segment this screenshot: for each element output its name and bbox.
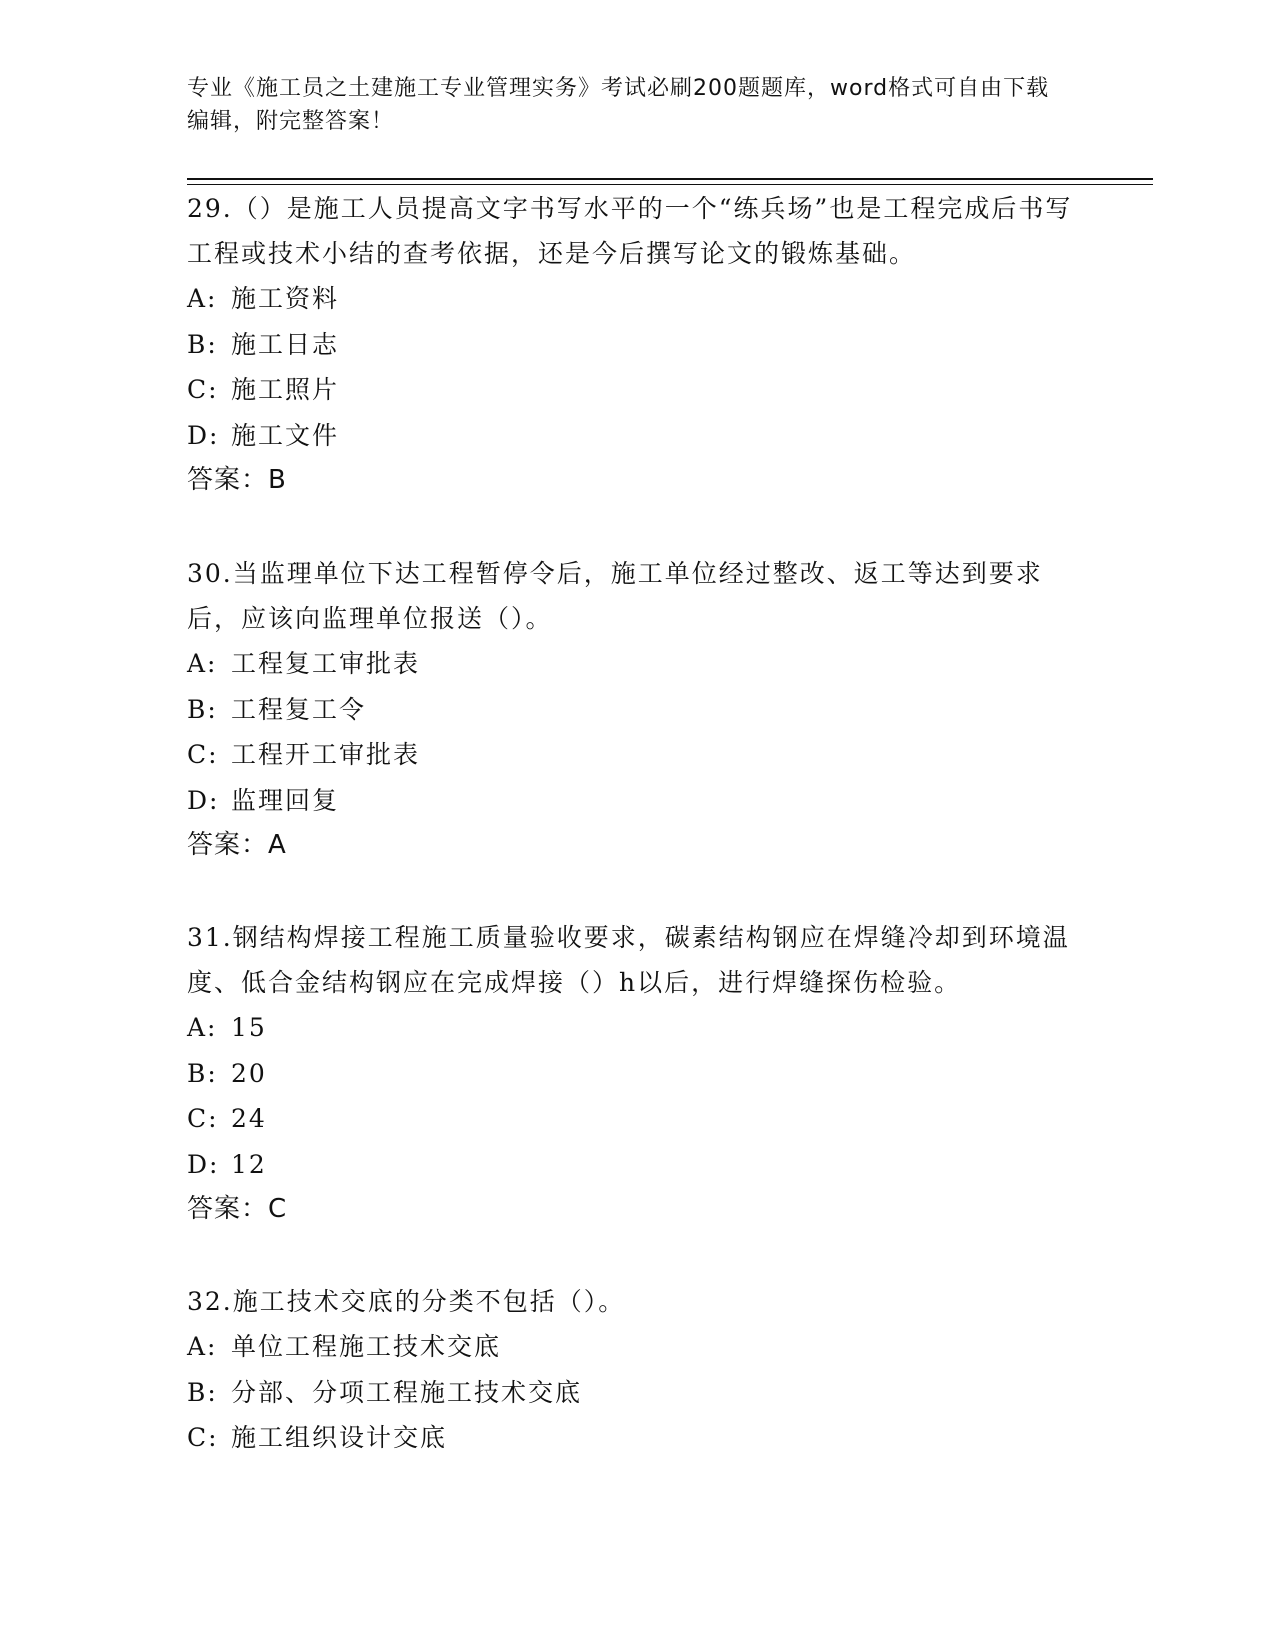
option-letter: D: — [187, 785, 220, 815]
option-text: 15 — [231, 1013, 267, 1042]
question-stem: 30.当监理单位下达工程暂停令后，施工单位经过整改、返工等达到要求后，应该向监理单位报送（）。 — [187, 559, 1043, 633]
option-letter: B: — [187, 329, 218, 359]
header-divider-thick — [187, 178, 1153, 180]
header-divider-thin — [187, 184, 1153, 185]
option-b — [187, 322, 1087, 368]
option-letter: C: — [187, 1423, 219, 1452]
option-text: 24 — [231, 1104, 267, 1133]
option-letter: C: — [187, 375, 219, 404]
question-32 — [187, 1279, 1087, 1461]
document-header: 专业《施工员之土建施工专业管理实务》考试必刷200题题库，word格式可自由下载编辑，附完整答案！ — [187, 76, 1050, 134]
option-text: 施工文件 — [231, 420, 340, 450]
answer-line: 答案：B — [187, 465, 287, 495]
option-letter: B: — [187, 694, 218, 724]
option-text: 工程复工审批表 — [231, 649, 421, 678]
option-letter: B: — [187, 1058, 218, 1088]
option-letter: A: — [187, 1013, 218, 1042]
option-text: 施工照片 — [231, 375, 340, 404]
question-stem: 31.钢结构焊接工程施工质量验收要求，碳素结构钢应在焊缝冷却到环境温度、低合金结构钢应在完成焊接（）h以后，进行焊缝探伤检验。 — [187, 923, 1070, 997]
option-a — [187, 1005, 1087, 1051]
option-text: 分部、分项工程施工技术交底 — [231, 1377, 583, 1407]
option-letter: C: — [187, 1104, 219, 1133]
option-c — [187, 732, 1087, 778]
option-letter: A: — [187, 649, 218, 678]
option-letter: B: — [187, 1377, 218, 1407]
option-text: 监理回复 — [231, 785, 340, 815]
option-d — [187, 1142, 1087, 1188]
option-letter: D: — [187, 420, 220, 450]
option-text: 12 — [231, 1149, 267, 1179]
option-text: 单位工程施工技术交底 — [231, 1332, 502, 1361]
option-b — [187, 1051, 1087, 1097]
option-letter: A: — [187, 1332, 218, 1361]
answer-line: 答案：A — [187, 830, 287, 860]
question-30 — [187, 551, 1087, 868]
option-b — [187, 687, 1087, 733]
question-29 — [187, 186, 1087, 503]
option-letter: D: — [187, 1149, 220, 1179]
option-c — [187, 367, 1087, 413]
option-text: 施工资料 — [231, 284, 340, 313]
question-31 — [187, 915, 1087, 1232]
option-text: 施工日志 — [231, 329, 340, 359]
option-text: 工程复工令 — [231, 694, 367, 724]
option-d — [187, 413, 1087, 459]
option-a — [187, 276, 1087, 322]
option-a — [187, 1324, 1087, 1370]
option-b — [187, 1370, 1087, 1416]
option-letter: A: — [187, 284, 218, 313]
answer-line: 答案：C — [187, 1194, 288, 1224]
option-c — [187, 1096, 1087, 1142]
option-text: 20 — [231, 1058, 267, 1088]
option-d — [187, 778, 1087, 824]
option-c — [187, 1415, 1087, 1461]
option-text: 工程开工审批表 — [231, 740, 421, 769]
question-stem: 29.（）是施工人员提高文字书写水平的一个“练兵场”也是工程完成后书写工程或技术小结的查考依据，还是今后撰写论文的锻炼基础。 — [187, 194, 1073, 268]
option-letter: C: — [187, 740, 219, 769]
option-a — [187, 641, 1087, 687]
question-stem: 32.施工技术交底的分类不包括（）。 — [187, 1287, 626, 1316]
option-text: 施工组织设计交底 — [231, 1423, 448, 1452]
